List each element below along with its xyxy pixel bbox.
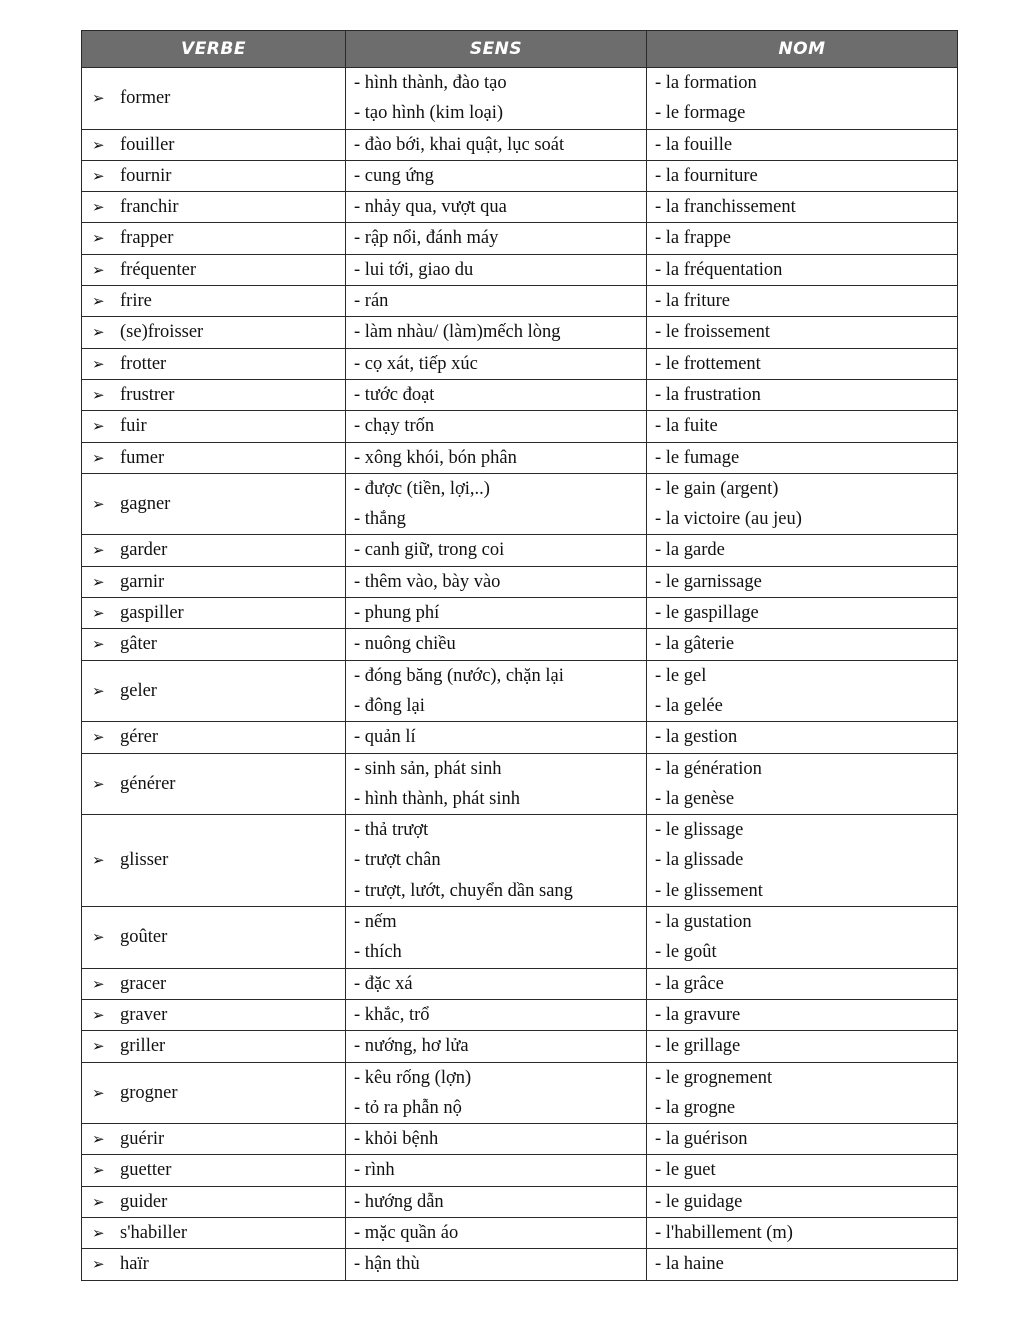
arrow-bullet-icon: ➢ (92, 541, 105, 560)
verb-cell (82, 753, 346, 815)
table-row (82, 160, 958, 191)
nom-line: - l'habillement (m) (655, 1222, 793, 1243)
nom-line: - le grognement (655, 1067, 773, 1088)
sens-line: - hình thành, phát sinh (354, 788, 520, 809)
sens-cell (346, 1249, 647, 1280)
sens-line: - tỏ ra phẫn nộ (354, 1097, 462, 1118)
sens-cell (346, 348, 647, 379)
nom-line: - la fréquentation (655, 259, 783, 280)
sens-cell (346, 566, 647, 597)
sens-cell (346, 1031, 647, 1062)
nom-line: - le grillage (655, 1036, 741, 1057)
table-row (82, 1062, 958, 1124)
sens-cell (346, 1186, 647, 1217)
verb-cell (82, 192, 346, 223)
sens-cell (346, 598, 647, 629)
sens-cell (346, 1217, 647, 1248)
nom-line: - la gelée (655, 695, 723, 716)
nom-cell (647, 629, 958, 660)
arrow-bullet-icon: ➢ (92, 417, 105, 436)
table-row (82, 317, 958, 348)
sens-line: - hướng dẫn (354, 1191, 444, 1212)
header-nom: NOM (647, 31, 958, 68)
verb-text: griller (120, 1036, 166, 1057)
nom-cell (647, 907, 958, 969)
sens-cell (346, 192, 647, 223)
arrow-bullet-icon: ➢ (92, 166, 105, 185)
nom-cell (647, 999, 958, 1030)
vocabulary-table (81, 30, 958, 1281)
verb-cell (82, 1186, 346, 1217)
nom-cell (647, 660, 958, 722)
arrow-bullet-icon: ➢ (92, 928, 105, 947)
sens-cell (346, 753, 647, 815)
sens-line: - rán (354, 291, 389, 312)
sens-line: - nướng, hơ lửa (354, 1036, 469, 1057)
verb-text: fuir (120, 416, 147, 437)
verb-cell (82, 1124, 346, 1155)
arrow-bullet-icon: ➢ (92, 728, 105, 747)
sens-line: - xông khói, bón phân (354, 447, 517, 468)
sens-line: - mặc quần áo (354, 1222, 459, 1243)
verb-cell (82, 660, 346, 722)
nom-line: - le froissement (655, 322, 771, 343)
arrow-bullet-icon: ➢ (92, 1255, 105, 1274)
verb-text: goûter (120, 927, 168, 948)
sens-cell (346, 129, 647, 160)
verb-cell (82, 1217, 346, 1248)
arrow-bullet-icon: ➢ (92, 851, 105, 870)
sens-cell (346, 1124, 647, 1155)
table-row (82, 1031, 958, 1062)
table-row (82, 1155, 958, 1186)
sens-line: - được (tiền, lợi,..) (354, 478, 490, 499)
sens-cell (346, 722, 647, 753)
verb-text: graver (120, 1004, 168, 1025)
verb-text: glisser (120, 850, 169, 871)
sens-line: - trượt, lướt, chuyển dần sang (354, 880, 573, 901)
verb-text: frotter (120, 353, 167, 374)
nom-line: - le fumage (655, 447, 740, 468)
arrow-bullet-icon: ➢ (92, 448, 105, 467)
sens-cell (346, 629, 647, 660)
verb-text: s'habiller (120, 1222, 188, 1243)
nom-line: - la victoire (au jeu) (655, 509, 802, 530)
header-row (82, 31, 958, 68)
table-row (82, 1249, 958, 1280)
sens-line: - sinh sản, phát sinh (354, 758, 502, 779)
nom-line: - la fourniture (655, 165, 758, 186)
sens-cell (346, 1155, 647, 1186)
sens-line: - thắng (354, 509, 406, 530)
nom-cell (647, 1217, 958, 1248)
table-row (82, 535, 958, 566)
arrow-bullet-icon: ➢ (92, 260, 105, 279)
sens-cell (346, 660, 647, 722)
arrow-bullet-icon: ➢ (92, 229, 105, 248)
sens-cell (346, 999, 647, 1030)
verb-text: former (120, 88, 171, 109)
nom-line: - le garnissage (655, 571, 762, 592)
arrow-bullet-icon: ➢ (92, 1130, 105, 1149)
nom-line: - le gaspillage (655, 603, 759, 624)
verb-text: geler (120, 680, 157, 701)
verb-text: grogner (120, 1082, 178, 1103)
nom-line: - le frottement (655, 353, 761, 374)
nom-cell (647, 286, 958, 317)
verb-cell (82, 598, 346, 629)
nom-cell (647, 411, 958, 442)
verb-cell (82, 160, 346, 191)
sens-cell (346, 254, 647, 285)
verb-cell (82, 1155, 346, 1186)
nom-cell (647, 379, 958, 410)
arrow-bullet-icon: ➢ (92, 1192, 105, 1211)
verb-text: gaspiller (120, 603, 184, 624)
verb-cell (82, 442, 346, 473)
nom-cell (647, 254, 958, 285)
nom-line: - le goût (655, 942, 717, 963)
sens-line: - đặc xá (354, 973, 413, 994)
verb-text: guérir (120, 1129, 165, 1150)
nom-cell (647, 1062, 958, 1124)
nom-line: - la fuite (655, 416, 718, 437)
verb-cell (82, 1062, 346, 1124)
verb-cell (82, 254, 346, 285)
verb-text: générer (120, 773, 176, 794)
arrow-bullet-icon: ➢ (92, 1005, 105, 1024)
table-row (82, 129, 958, 160)
table-row (82, 348, 958, 379)
verb-cell (82, 907, 346, 969)
verb-cell (82, 223, 346, 254)
sens-line: - thả trượt (354, 820, 429, 841)
verb-text: fréquenter (120, 259, 197, 280)
sens-cell (346, 1062, 647, 1124)
table-row (82, 1186, 958, 1217)
verb-text: frustrer (120, 384, 175, 405)
verb-cell (82, 411, 346, 442)
arrow-bullet-icon: ➢ (92, 604, 105, 623)
sens-line: - nhảy qua, vượt qua (354, 197, 507, 218)
sens-cell (346, 473, 647, 535)
nom-cell (647, 968, 958, 999)
table-body (82, 68, 958, 1281)
verb-cell (82, 286, 346, 317)
nom-line: - la gâterie (655, 634, 735, 655)
table-row (82, 379, 958, 410)
nom-cell (647, 473, 958, 535)
sens-line: - cọ xát, tiếp xúc (354, 353, 478, 374)
sens-line: - rập nổi, đánh máy (354, 228, 499, 249)
table-row (82, 223, 958, 254)
verb-text: fournir (120, 165, 172, 186)
table-row (82, 753, 958, 815)
nom-cell (647, 535, 958, 566)
verb-cell (82, 535, 346, 566)
table-row (82, 722, 958, 753)
table-row (82, 192, 958, 223)
verb-cell (82, 379, 346, 410)
nom-cell (647, 160, 958, 191)
nom-line: - le gain (argent) (655, 478, 779, 499)
verb-text: gâter (120, 634, 157, 655)
sens-line: - thích (354, 942, 402, 963)
table-row (82, 999, 958, 1030)
verb-cell (82, 348, 346, 379)
nom-line: - la gestion (655, 727, 738, 748)
verb-cell (82, 815, 346, 907)
table-row (82, 629, 958, 660)
nom-line: - la haine (655, 1254, 724, 1275)
sens-line: - hận thù (354, 1254, 420, 1275)
sens-cell (346, 411, 647, 442)
sens-line: - trượt chân (354, 850, 441, 871)
nom-line: - le gel (655, 665, 707, 686)
nom-cell (647, 815, 958, 907)
sens-line: - lui tới, giao du (354, 259, 474, 280)
verb-cell (82, 968, 346, 999)
nom-cell (647, 317, 958, 348)
arrow-bullet-icon: ➢ (92, 495, 105, 513)
verb-text: guider (120, 1191, 168, 1212)
nom-line: - la fouille (655, 134, 733, 155)
sens-line: - quản lí (354, 727, 416, 748)
arrow-bullet-icon: ➢ (92, 354, 105, 373)
arrow-bullet-icon: ➢ (92, 292, 105, 311)
arrow-bullet-icon: ➢ (92, 385, 105, 404)
nom-line: - la grâce (655, 973, 724, 994)
arrow-bullet-icon: ➢ (92, 681, 105, 700)
arrow-bullet-icon: ➢ (92, 89, 105, 108)
nom-cell (647, 1124, 958, 1155)
nom-cell (647, 1155, 958, 1186)
verb-text: haïr (120, 1254, 149, 1275)
sens-line: - đóng băng (nước), chặn lại (354, 665, 564, 686)
nom-cell (647, 1249, 958, 1280)
table-row (82, 660, 958, 722)
header-sens: SENS (346, 31, 647, 68)
sens-line: - nuông chiều (354, 634, 456, 655)
sens-line: - hình thành, đào tạo (354, 73, 507, 93)
verb-text: garder (120, 540, 168, 561)
sens-line: - đào bới, khai quật, lục soát (354, 134, 565, 155)
nom-line: - la génération (655, 758, 762, 779)
sens-line: - cung ứng (354, 165, 434, 186)
arrow-bullet-icon: ➢ (92, 572, 105, 591)
nom-line: - la gravure (655, 1004, 741, 1025)
arrow-bullet-icon: ➢ (92, 135, 105, 154)
nom-line: - la frappe (655, 228, 732, 249)
verb-text: fouiller (120, 134, 175, 155)
arrow-bullet-icon: ➢ (92, 974, 105, 993)
verb-cell (82, 566, 346, 597)
sens-line: - thêm vào, bày vào (354, 571, 501, 592)
nom-cell (647, 223, 958, 254)
nom-cell (647, 1031, 958, 1062)
arrow-bullet-icon: ➢ (92, 1037, 105, 1056)
sens-line: - tạo hình (kim loại) (354, 103, 503, 124)
table-row (82, 442, 958, 473)
sens-line: - tước đoạt (354, 384, 435, 405)
arrow-bullet-icon: ➢ (92, 1223, 105, 1242)
verb-cell (82, 317, 346, 348)
table-row (82, 254, 958, 285)
nom-line: - la friture (655, 291, 730, 312)
sens-cell (346, 442, 647, 473)
nom-cell (647, 129, 958, 160)
sens-cell (346, 160, 647, 191)
sens-line: - khỏi bệnh (354, 1129, 439, 1150)
arrow-bullet-icon: ➢ (92, 1083, 105, 1102)
nom-line: - la genèse (655, 788, 735, 809)
nom-cell (647, 442, 958, 473)
nom-line: - le guet (655, 1160, 716, 1181)
sens-line: - kêu rống (lợn) (354, 1067, 472, 1088)
sens-line: - rình (354, 1160, 395, 1181)
verb-text: frire (120, 291, 152, 312)
verb-cell (82, 1031, 346, 1062)
nom-line: - le guidage (655, 1191, 743, 1212)
sens-line: - phung phí (354, 603, 440, 624)
nom-line: - la frustration (655, 384, 761, 405)
verb-cell (82, 68, 346, 130)
verb-cell (82, 629, 346, 660)
table-row (82, 1217, 958, 1248)
nom-line: - la franchissement (655, 197, 796, 218)
nom-line: - le glissement (655, 880, 763, 901)
table-row (82, 566, 958, 597)
nom-cell (647, 68, 958, 130)
sens-line: - khắc, trổ (354, 1004, 430, 1025)
table-row (82, 286, 958, 317)
nom-line: - la glissade (655, 850, 744, 871)
verb-text: gérer (120, 727, 158, 748)
nom-line: - le glissage (655, 820, 744, 841)
nom-line: - la grogne (655, 1097, 736, 1118)
sens-cell (346, 286, 647, 317)
sens-cell (346, 535, 647, 566)
nom-cell (647, 192, 958, 223)
sens-cell (346, 379, 647, 410)
table-row (82, 411, 958, 442)
verb-text: franchir (120, 197, 179, 218)
sens-line: - làm nhàu/ (làm)mếch lòng (354, 322, 561, 343)
table-row (82, 598, 958, 629)
nom-line: - la garde (655, 540, 725, 561)
nom-line: - la gustation (655, 912, 752, 933)
nom-cell (647, 348, 958, 379)
sens-cell (346, 815, 647, 907)
verb-text: guetter (120, 1160, 172, 1181)
arrow-bullet-icon: ➢ (92, 198, 105, 217)
table-row (82, 907, 958, 969)
nom-cell (647, 722, 958, 753)
nom-line: - la guérison (655, 1129, 748, 1150)
nom-cell (647, 1186, 958, 1217)
table-row (82, 473, 958, 535)
sens-cell (346, 68, 647, 130)
arrow-bullet-icon: ➢ (92, 774, 105, 793)
header-verbe: VERBE (82, 31, 346, 68)
arrow-bullet-icon: ➢ (92, 1161, 105, 1180)
sens-cell (346, 223, 647, 254)
verb-text: frapper (120, 228, 174, 249)
nom-cell (647, 566, 958, 597)
sens-line: - canh giữ, trong coi (354, 540, 505, 561)
arrow-bullet-icon: ➢ (92, 323, 105, 342)
sens-cell (346, 317, 647, 348)
verb-cell (82, 722, 346, 753)
table-row (82, 1124, 958, 1155)
verb-cell (82, 129, 346, 160)
verb-cell (82, 473, 346, 535)
nom-cell (647, 753, 958, 815)
verb-text: gagner (120, 494, 171, 514)
sens-line: - đông lại (354, 695, 425, 716)
nom-cell (647, 598, 958, 629)
verb-text: (se)froisser (120, 322, 204, 343)
verb-text: gracer (120, 973, 167, 994)
sens-cell (346, 907, 647, 969)
sens-line: - nếm (354, 912, 397, 933)
sens-cell (346, 968, 647, 999)
verb-text: fumer (120, 447, 165, 468)
verb-cell (82, 999, 346, 1030)
sens-line: - chạy trốn (354, 416, 435, 437)
table-row (82, 815, 958, 907)
table-row (82, 968, 958, 999)
table-row (82, 68, 958, 130)
nom-line: - le formage (655, 103, 746, 124)
verb-cell (82, 1249, 346, 1280)
arrow-bullet-icon: ➢ (92, 635, 105, 654)
nom-line: - la formation (655, 73, 757, 93)
verb-text: garnir (120, 571, 165, 592)
